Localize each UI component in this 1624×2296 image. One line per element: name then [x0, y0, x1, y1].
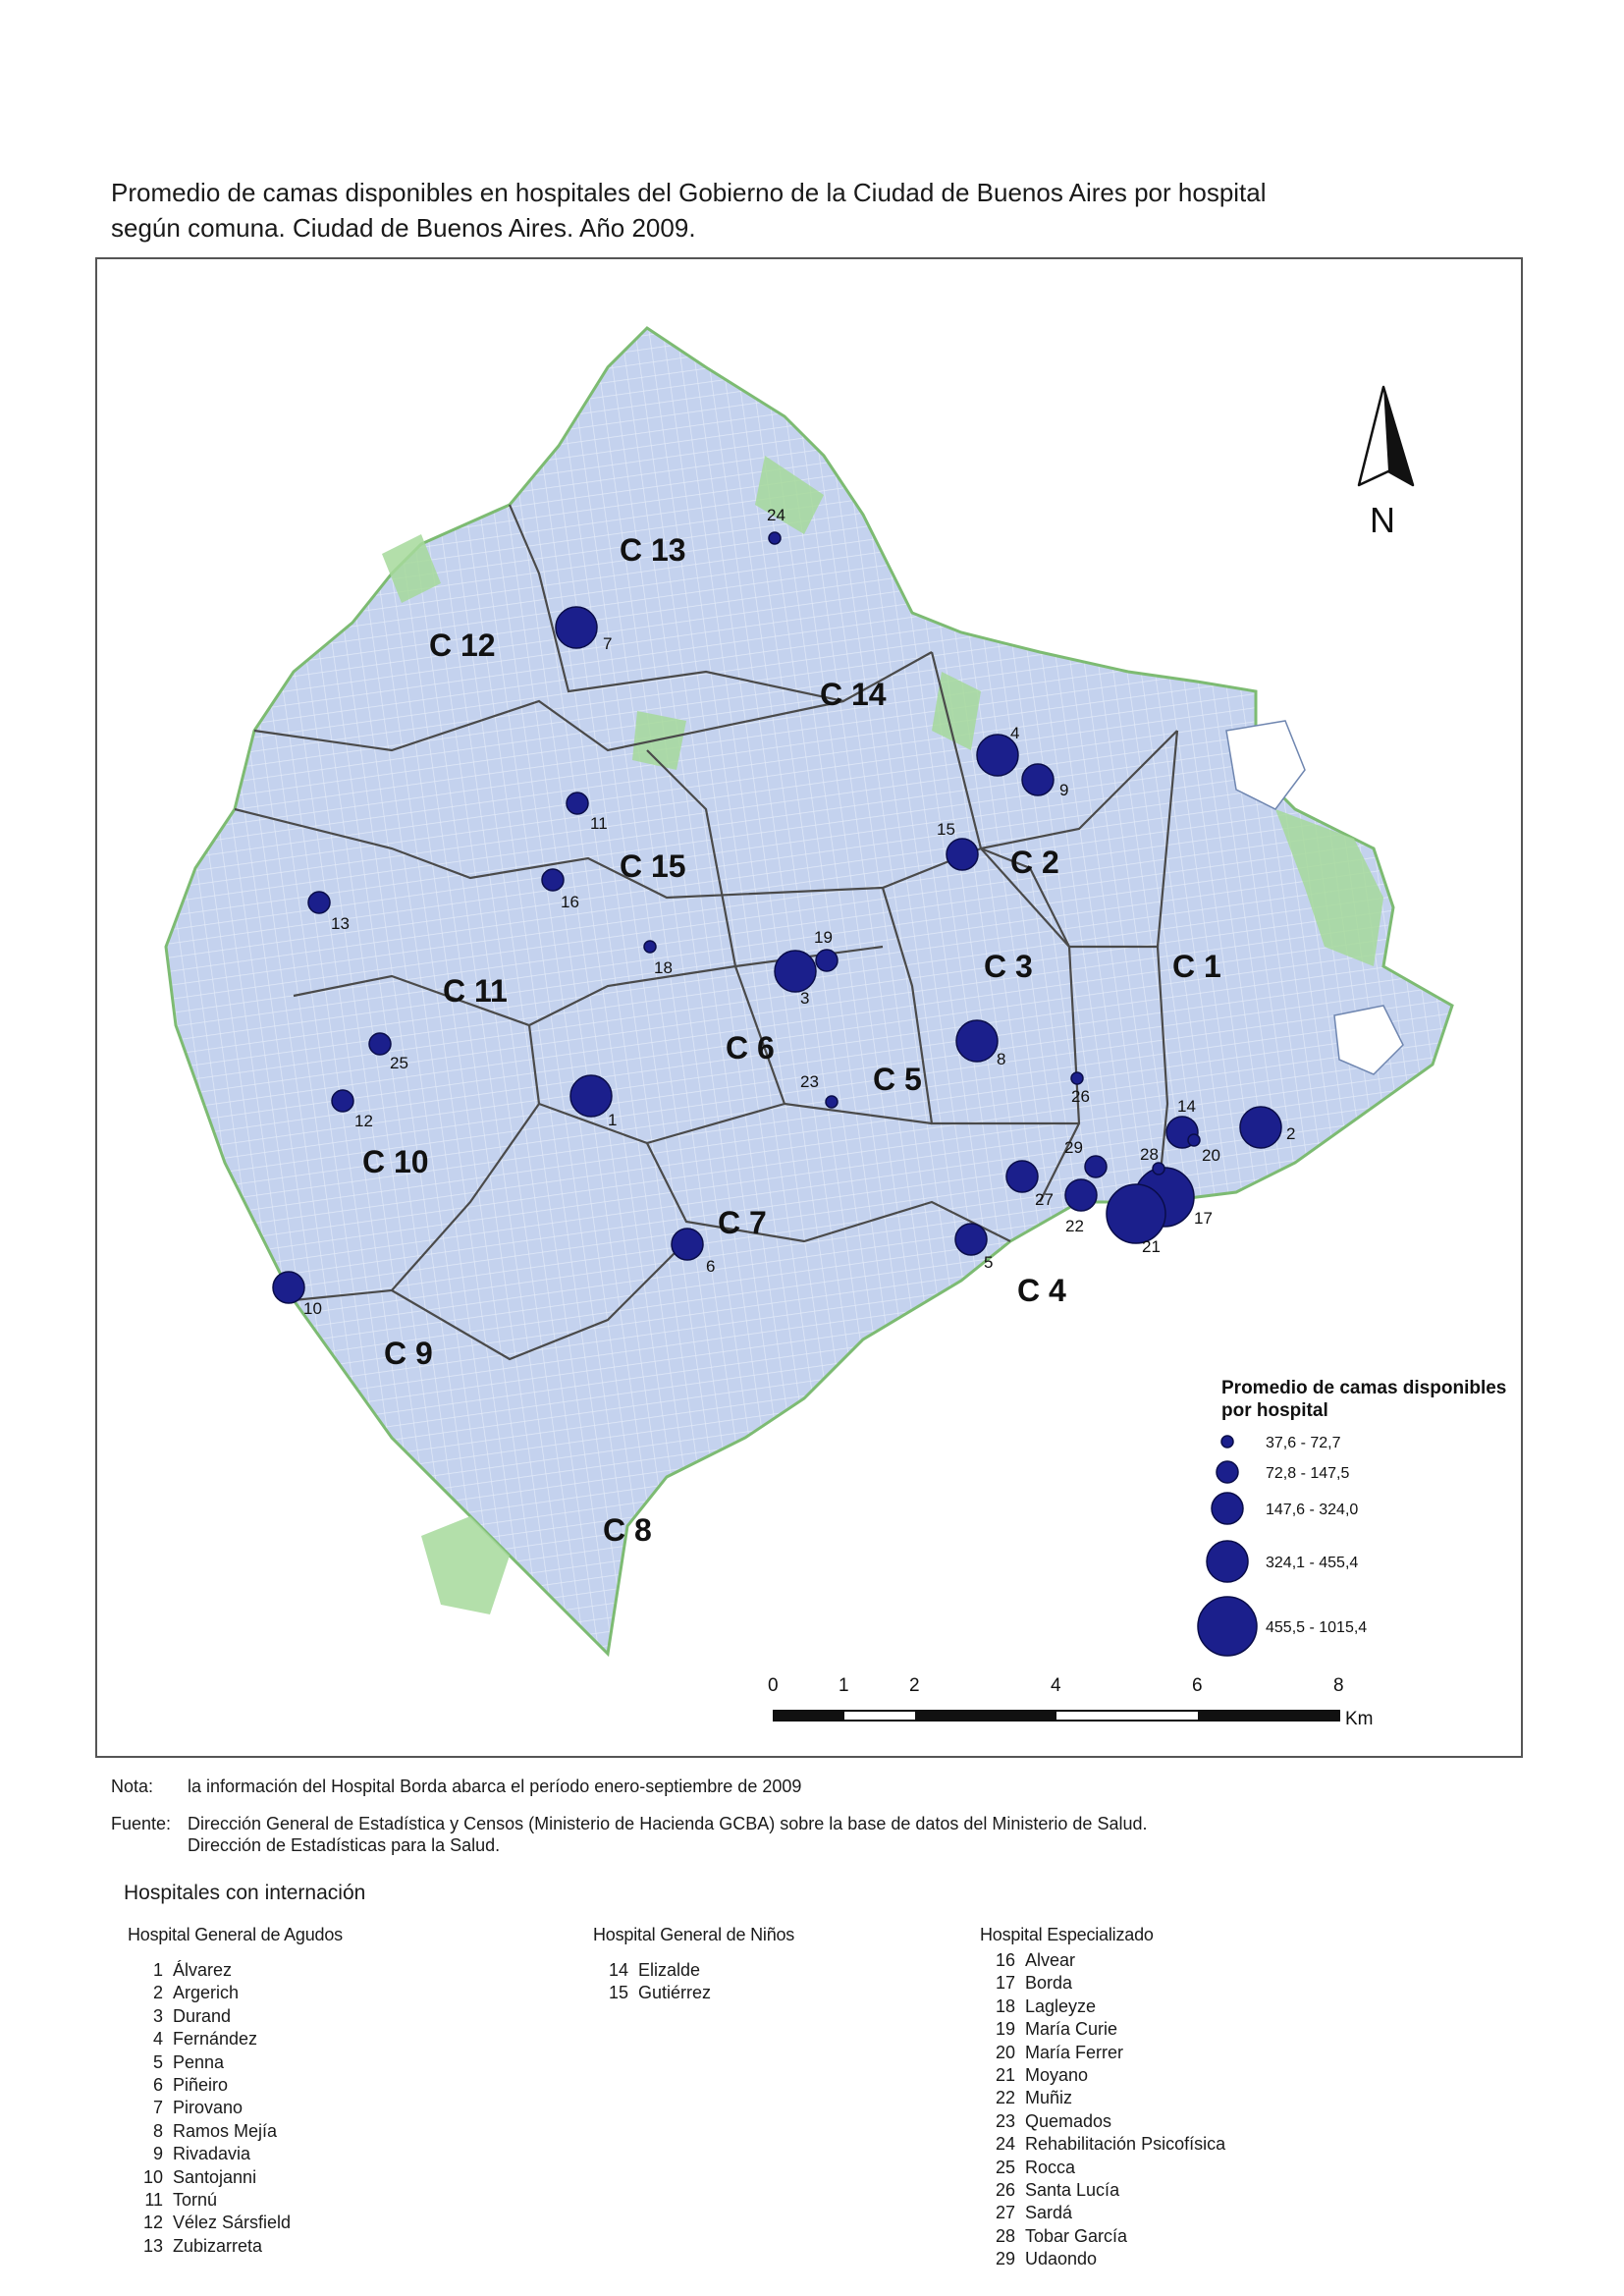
hospital-list-name: Rocca [1025, 2157, 1076, 2177]
hospital-list-number: 21 [995, 2064, 1015, 2085]
legend-label-2: 72,8 - 147,5 [1266, 1465, 1350, 1482]
hospital-group-especializado [980, 1925, 1225, 2270]
scale-tick-6: 6 [1192, 1675, 1203, 1696]
hospital-list-number: 20 [995, 2042, 1015, 2062]
hospital-number-12: 12 [354, 1112, 373, 1130]
hospital-list-number: 19 [995, 2019, 1015, 2040]
scale-tick-1: 1 [839, 1675, 849, 1696]
hospital-list-name: Fernández [173, 2029, 258, 2050]
hospital-circle-15[interactable] [947, 839, 978, 870]
hospital-list-name: Quemados [1025, 2110, 1112, 2131]
hospital-circle-1[interactable] [570, 1075, 612, 1117]
hospital-number-17: 17 [1194, 1209, 1213, 1228]
hospital-number-20: 20 [1202, 1146, 1220, 1165]
hospital-list-item [128, 2097, 343, 2119]
hospital-list-item [128, 2235, 343, 2258]
legend-label-3: 147,6 - 324,0 [1266, 1502, 1359, 1518]
hospital-list-number: 29 [995, 2249, 1015, 2269]
hospital-list-name: Zubizarreta [173, 2235, 263, 2256]
hospital-circle-24[interactable] [769, 532, 781, 544]
hospital-circle-11[interactable] [567, 793, 588, 814]
hospital-list-item [980, 2157, 1225, 2179]
hospital-list-number: 9 [152, 2144, 163, 2164]
comuna-label-c6: C 6 [726, 1030, 775, 1066]
hospital-list-name: Tobar García [1025, 2225, 1128, 2246]
hospital-number-8: 8 [997, 1050, 1006, 1068]
hospital-circle-18[interactable] [644, 941, 656, 953]
hospital-list-number: 10 [142, 2166, 163, 2187]
comuna-label-c7: C 7 [718, 1205, 767, 1240]
hospital-list-number: 12 [142, 2213, 163, 2233]
hospital-list-number: 24 [995, 2134, 1015, 2155]
hospital-list-number: 17 [995, 1973, 1015, 1994]
hospital-list-item [980, 2042, 1225, 2064]
map-title [111, 175, 1387, 246]
hospital-number-6: 6 [706, 1257, 716, 1276]
legend-item-2 [1217, 1461, 1350, 1483]
hospital-list-name: Ramos Mejía [173, 2120, 278, 2141]
hospital-circle-9[interactable] [1022, 764, 1054, 795]
hospital-circle-29[interactable] [1085, 1156, 1107, 1177]
hospital-number-4: 4 [1010, 724, 1020, 742]
legend-title-line2: por hospital [1221, 1400, 1328, 1421]
hospital-circle-20[interactable] [1188, 1134, 1200, 1146]
source-text [188, 1813, 1366, 1856]
hospital-list-number: 13 [142, 2235, 163, 2256]
hospital-list-name: María Ferrer [1025, 2042, 1124, 2062]
hospital-list-name: Elizalde [638, 1960, 701, 1980]
hospital-list-name: Gutiérrez [638, 1983, 712, 2003]
hospital-group-ninos [593, 1925, 794, 2005]
note-label: Nota: [111, 1777, 154, 1796]
hospital-circle-27[interactable] [1006, 1161, 1038, 1192]
hospital-circle-13[interactable] [308, 892, 330, 913]
hospital-number-2: 2 [1286, 1124, 1296, 1143]
hospital-list-name: Penna [173, 2051, 225, 2072]
hospital-list-number: 7 [152, 2098, 163, 2118]
comuna-label-c12: C 12 [429, 628, 496, 663]
hospital-list-item [128, 1959, 343, 1982]
hospital-list-name: Alvear [1025, 1950, 1076, 1970]
hospital-list-item [980, 2110, 1225, 2133]
source-label: Fuente: [111, 1814, 172, 1833]
hospital-list-item [980, 2179, 1225, 2202]
map-title-line1: Promedio de camas disponibles en hospitales del Gobierno de la Ciudad de Buenos Aires por hospital [111, 178, 1267, 207]
hospital-list-name: Rivadavia [173, 2144, 251, 2164]
hospital-list-name: Borda [1025, 1973, 1073, 1994]
hospital-list-item [128, 2189, 343, 2212]
comuna-label-c5: C 5 [873, 1062, 922, 1097]
hospital-list-item [980, 1995, 1225, 2018]
legend-label-4: 324,1 - 455,4 [1266, 1555, 1359, 1571]
comuna-label-c8: C 8 [603, 1512, 652, 1548]
scale-tick-0: 0 [768, 1675, 779, 1696]
legend-label-1: 37,6 - 72,7 [1266, 1435, 1341, 1451]
hospital-list-item [980, 2248, 1225, 2270]
hospital-number-22: 22 [1065, 1217, 1084, 1235]
legend-circle-3 [1212, 1493, 1243, 1524]
hospital-number-11: 11 [590, 814, 608, 833]
hospital-number-27: 27 [1035, 1190, 1054, 1209]
hospital-number-21: 21 [1142, 1237, 1161, 1256]
comuna-label-c14: C 14 [820, 677, 887, 712]
hospital-list-name: Argerich [173, 1983, 240, 2003]
legend-title-line1: Promedio de camas disponibles [1221, 1378, 1507, 1398]
hospital-group-title: Hospital General de Niños [593, 1925, 795, 1944]
comuna-label-c10: C 10 [362, 1144, 429, 1179]
hospital-list-item [128, 2120, 343, 2143]
hospital-marker-21[interactable] [1107, 1184, 1165, 1256]
hospital-list-item [128, 2212, 343, 2234]
hospital-list-name: Udaondo [1025, 2249, 1098, 2269]
hospital-list-number: 8 [152, 2120, 163, 2141]
hospital-list-name: Santojanni [173, 2166, 257, 2187]
hospital-number-5: 5 [984, 1253, 994, 1272]
hospital-number-29: 29 [1064, 1138, 1083, 1157]
legend-symbols [1198, 1435, 1367, 1656]
hospital-list-number: 23 [995, 2110, 1015, 2131]
comuna-label-c4: C 4 [1017, 1273, 1066, 1308]
hospital-circle-5[interactable] [955, 1224, 987, 1255]
scale-unit: Km [1345, 1709, 1374, 1729]
hospital-list-number: 25 [995, 2157, 1015, 2177]
source-line1: Dirección General de Estadística y Censos (Ministerio de Hacienda GCBA) sobre la base de datos del Ministerio de Salud. [188, 1814, 1148, 1833]
legend-item-5 [1198, 1597, 1367, 1656]
legend-circle-5 [1198, 1597, 1257, 1656]
hospital-list-number: 2 [152, 1983, 163, 2003]
hospital-circle-21[interactable] [1107, 1184, 1165, 1243]
hospital-list-number: 15 [608, 1983, 628, 2003]
hospital-circle-6[interactable] [672, 1229, 703, 1260]
hospital-list-item [128, 1982, 343, 2004]
legend-item-4 [1207, 1541, 1358, 1582]
map-legend [1198, 1378, 1506, 1656]
hospital-list-number: 26 [995, 2179, 1015, 2200]
legend-circle-2 [1217, 1461, 1238, 1483]
hospital-list-item [128, 2166, 343, 2189]
hospital-list-item [128, 2028, 343, 2050]
scale-tick-2: 2 [909, 1675, 920, 1696]
hospital-list-item [593, 1982, 794, 2004]
scale-bar [768, 1675, 1374, 1729]
hospital-number-13: 13 [331, 914, 350, 933]
legend-circle-4 [1207, 1541, 1248, 1582]
hospital-list-number: 4 [152, 2029, 163, 2050]
scale-tick-4: 4 [1051, 1675, 1061, 1696]
legend-item-1 [1221, 1435, 1341, 1451]
hospital-number-15: 15 [937, 820, 955, 839]
hospital-list-number: 6 [152, 2074, 163, 2095]
hospital-circle-25[interactable] [369, 1033, 391, 1055]
hospital-circle-12[interactable] [332, 1090, 353, 1112]
hospital-list-name: Piñeiro [173, 2074, 229, 2095]
hospital-circle-16[interactable] [542, 869, 564, 891]
hospital-list-name: Tornú [173, 2189, 218, 2210]
hospital-circle-23[interactable] [826, 1096, 838, 1108]
hospital-circle-19[interactable] [816, 950, 838, 971]
hospital-list [980, 1949, 1225, 2270]
note-text: la información del Hospital Borda abarca el período enero-septiembre de 2009 [188, 1777, 802, 1796]
hospital-list-name: Rehabilitación Psicofísica [1025, 2134, 1226, 2155]
hospital-list-name: Álvarez [173, 1960, 233, 1980]
hospital-list-name: Pirovano [173, 2098, 244, 2118]
hospital-circle-8[interactable] [956, 1020, 998, 1062]
hospital-list-item [980, 1972, 1225, 1995]
hospital-list-item [980, 2087, 1225, 2109]
hospital-number-1: 1 [608, 1111, 618, 1129]
hospital-number-14: 14 [1177, 1097, 1196, 1116]
hospital-number-16: 16 [561, 893, 579, 911]
legend-label-5: 455,5 - 1015,4 [1266, 1619, 1368, 1636]
hospital-circle-26[interactable] [1071, 1072, 1083, 1084]
hospital-list-name: Lagleyze [1025, 1995, 1097, 2016]
map-frame [95, 257, 1523, 1758]
hospital-list-name: Sardá [1025, 2203, 1073, 2223]
comuna-label-c9: C 9 [384, 1336, 433, 1371]
hospital-list-item [980, 2225, 1225, 2248]
hospital-number-7: 7 [603, 634, 613, 653]
map-title-line2: según comuna. Ciudad de Buenos Aires. Año 2009. [111, 213, 696, 243]
hospitals-heading: Hospitales con internación [124, 1882, 366, 1904]
hospital-list-item [980, 1949, 1225, 1972]
hospital-circle-2[interactable] [1240, 1107, 1281, 1148]
comuna-label-c1: C 1 [1172, 949, 1221, 984]
hospital-number-28: 28 [1140, 1145, 1159, 1164]
comuna-label-c15: C 15 [620, 848, 686, 884]
hospital-list-item [128, 2005, 343, 2028]
hospital-number-23: 23 [800, 1072, 819, 1091]
north-arrow [1359, 387, 1413, 540]
hospital-list-item [128, 2074, 343, 2097]
hospital-number-24: 24 [767, 506, 785, 524]
legend-circle-1 [1221, 1436, 1233, 1448]
comuna-label-c13: C 13 [620, 532, 686, 568]
hospital-list-number: 14 [608, 1960, 628, 1980]
hospital-group-title: Hospital General de Agudos [128, 1925, 343, 1944]
hospital-circle-3[interactable] [775, 951, 816, 992]
hospital-list-number: 16 [995, 1950, 1015, 1970]
hospital-circle-10[interactable] [273, 1272, 304, 1303]
comuna-label-c3: C 3 [984, 949, 1033, 984]
hospital-number-26: 26 [1071, 1087, 1090, 1106]
scale-tick-8: 8 [1333, 1675, 1344, 1696]
hospital-list-item [593, 1959, 794, 1982]
hospital-circle-28[interactable] [1153, 1163, 1164, 1175]
hospital-list-item [980, 2133, 1225, 2156]
hospital-list [128, 1959, 343, 2258]
hospital-number-3: 3 [800, 989, 810, 1008]
comuna-label-c11: C 11 [443, 973, 508, 1009]
north-label: N [1370, 500, 1395, 540]
source-line2: Dirección de Estadísticas para la Salud. [188, 1835, 501, 1855]
hospital-list-number: 27 [995, 2203, 1015, 2223]
hospital-group-agudos [128, 1925, 343, 2258]
hospital-list-name: Moyano [1025, 2064, 1089, 2085]
hospital-list-number: 22 [995, 2088, 1015, 2108]
hospital-list-name: Santa Lucía [1025, 2179, 1120, 2200]
hospital-list-item [128, 2051, 343, 2074]
hospital-list-number: 11 [144, 2189, 163, 2210]
hospital-number-9: 9 [1059, 781, 1069, 799]
hospital-number-10: 10 [303, 1299, 322, 1318]
hospital-list-item [980, 2018, 1225, 2041]
hospital-list-number: 5 [152, 2051, 163, 2072]
hospital-list-number: 1 [152, 1960, 163, 1980]
hospital-list-name: María Curie [1025, 2019, 1118, 2040]
comuna-label-c2: C 2 [1010, 845, 1059, 880]
legend-item-3 [1212, 1493, 1358, 1524]
map-canvas [97, 259, 1521, 1756]
hospital-list-number: 3 [152, 2005, 163, 2026]
hospital-number-19: 19 [814, 928, 833, 947]
hospital-list-name: Muñiz [1025, 2088, 1073, 2108]
hospital-list [593, 1959, 794, 2005]
hospital-list-item [980, 2064, 1225, 2087]
hospital-list-item [128, 2143, 343, 2165]
hospital-list-number: 18 [995, 1995, 1015, 2016]
hospital-circle-7[interactable] [556, 607, 597, 648]
hospital-group-title: Hospital Especializado [980, 1925, 1154, 1944]
hospital-circle-22[interactable] [1065, 1179, 1097, 1211]
hospital-list-name: Vélez Sársfield [173, 2213, 292, 2233]
hospital-list-number: 28 [995, 2225, 1015, 2246]
hospital-number-25: 25 [390, 1054, 408, 1072]
hospital-list-name: Durand [173, 2005, 232, 2026]
hospital-number-18: 18 [654, 958, 673, 977]
hospital-list-item [980, 2202, 1225, 2224]
